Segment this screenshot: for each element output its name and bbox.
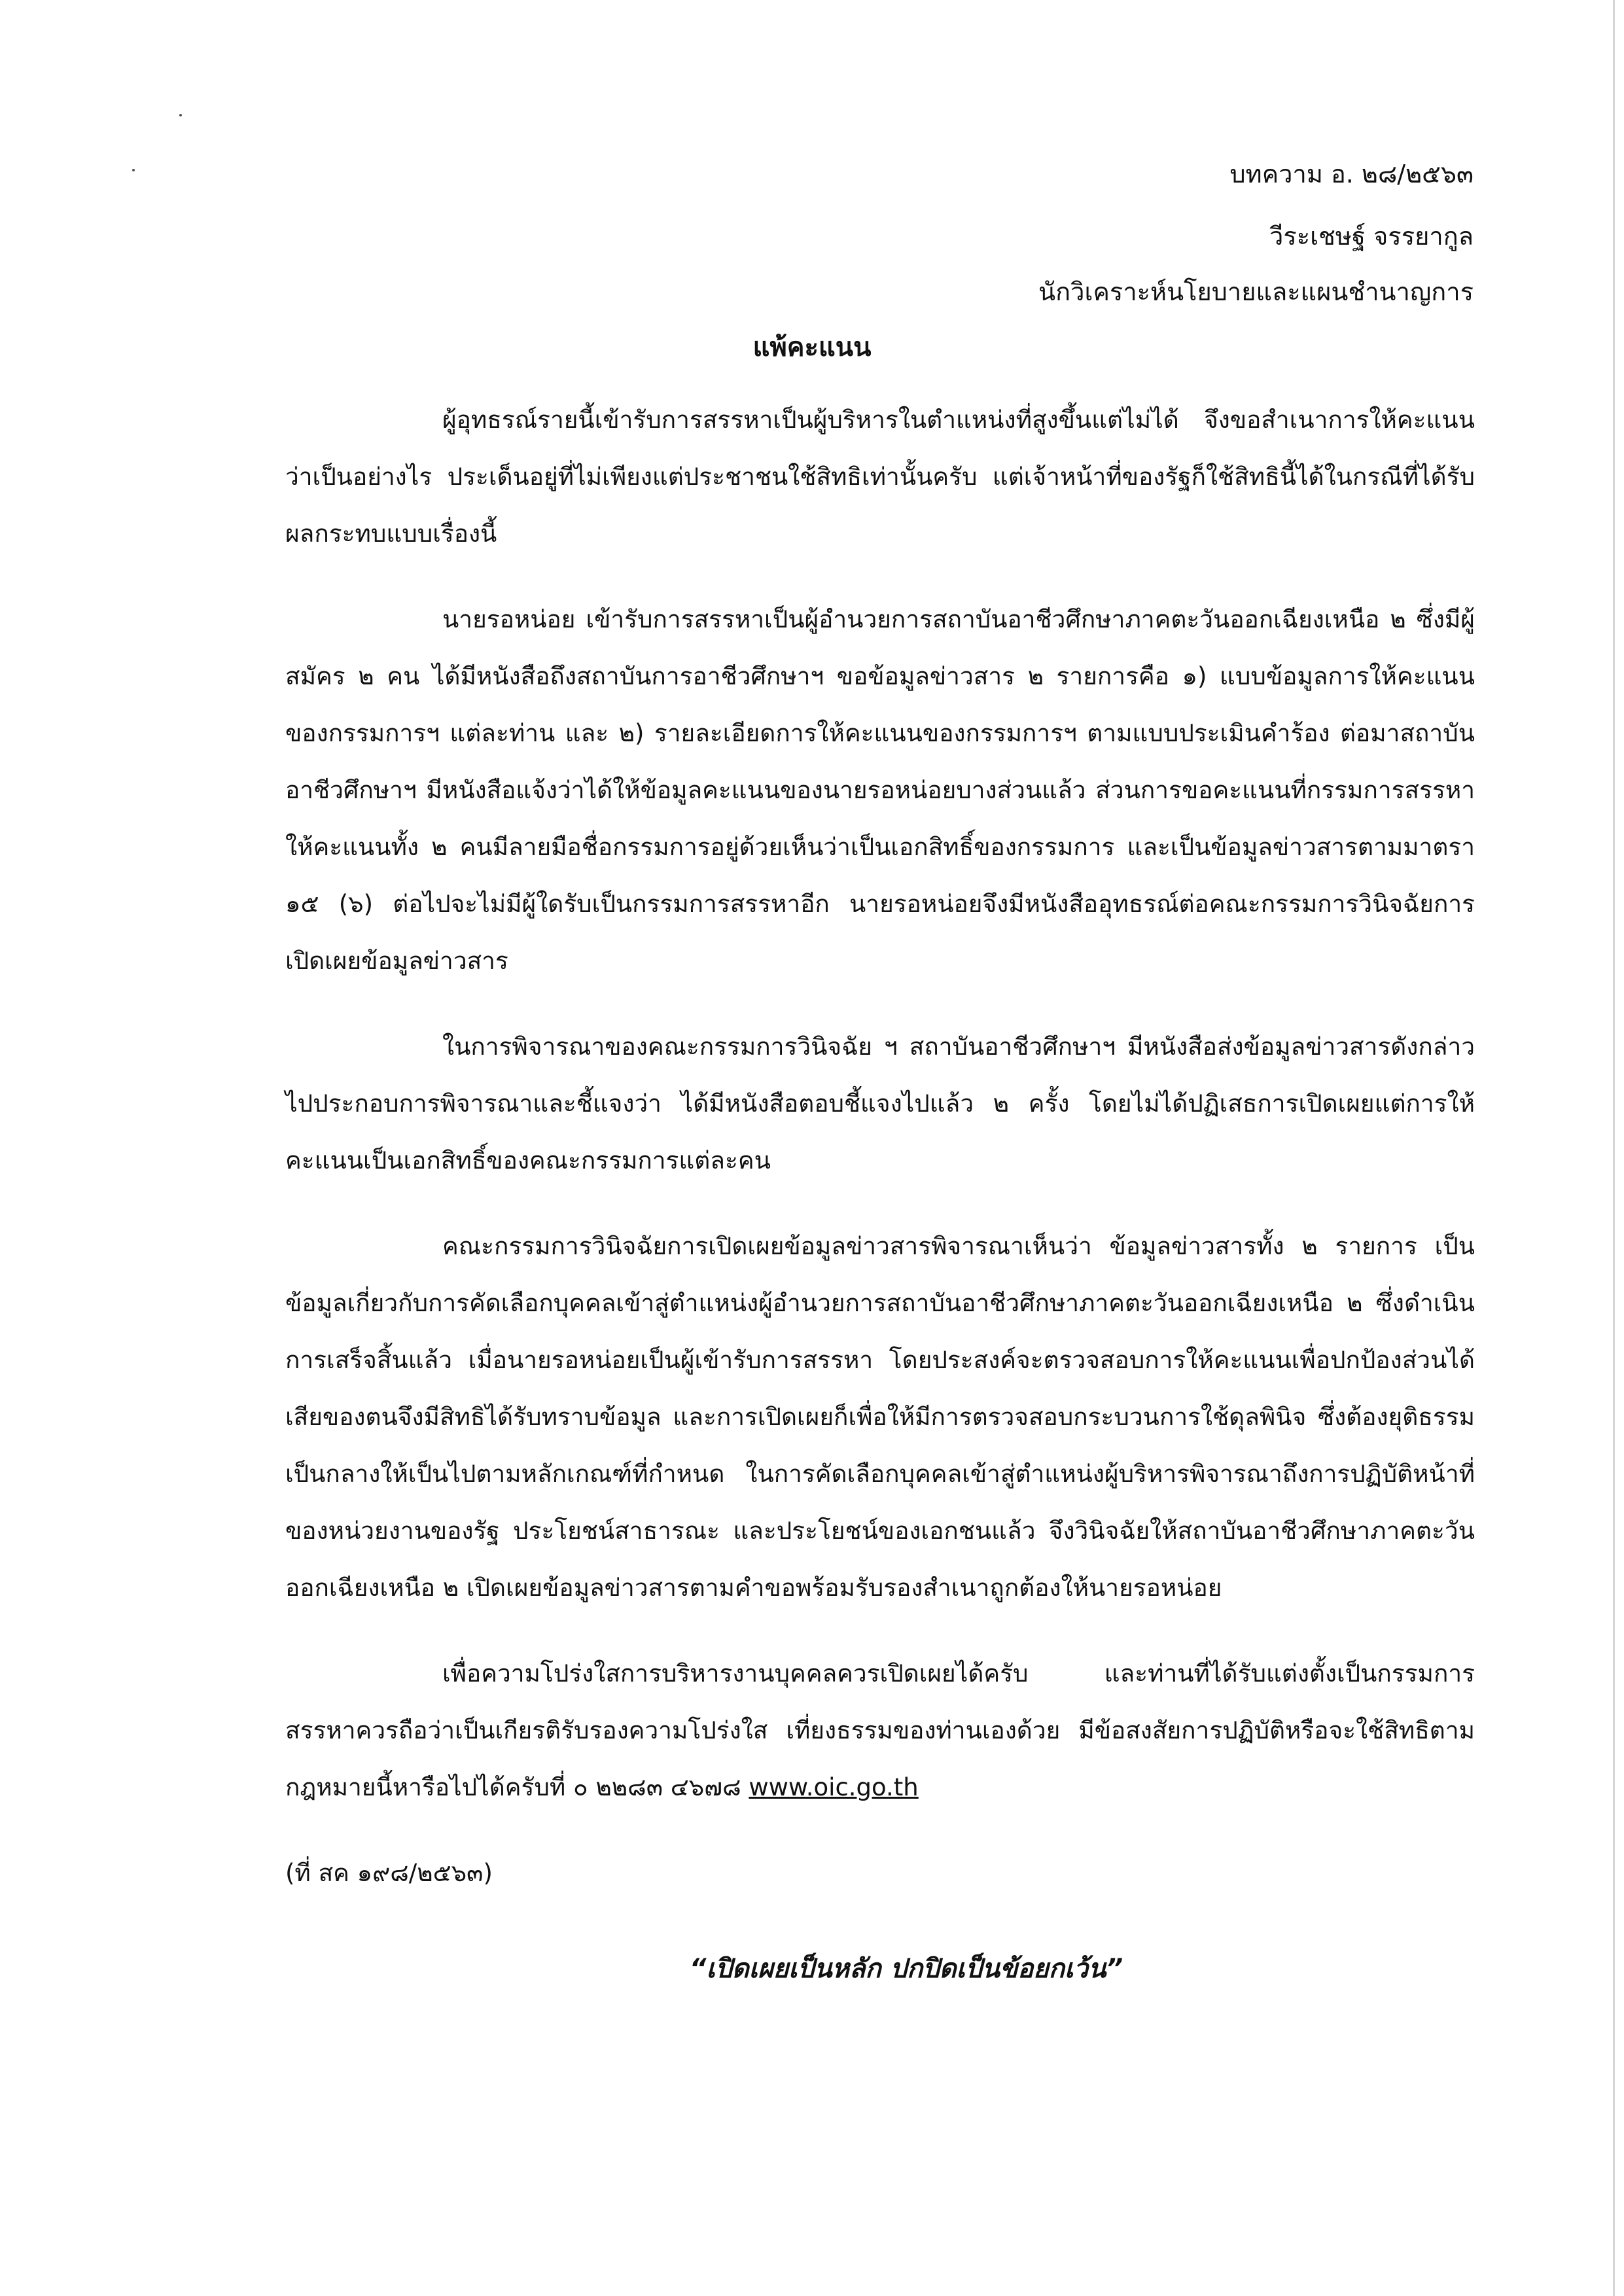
article-title: แพ้คะแนน — [752, 332, 872, 362]
scan-speck — [132, 169, 135, 171]
article-body — [285, 391, 1475, 1998]
paragraph-closing — [285, 1645, 1475, 1816]
scan-speck — [179, 114, 182, 116]
article-number: บทความ อ. ๒๘/๒๕๖๓ — [1229, 160, 1474, 188]
website-link[interactable]: www.oic.go.th — [749, 1773, 919, 1801]
contact-phone: ๐ ๒๒๘๓ ๔๖๗๘ — [573, 1773, 741, 1801]
author-name: วีระเชษฐ์ จรรยากูล — [1269, 222, 1474, 251]
reference-number: (ที่ สค ๑๙๘/๒๕๖๓) — [285, 1859, 493, 1887]
closing-text: เพื่อความโปร่งใสการบริหารงานบุคคลควรเปิดเผยได้ครับ และท่านที่ได้รับแต่งตั้งเป็นกรรมการสรรหาควรถือว่าเป็นเกียรติรับรองความโปร่งใส เที่ยงธรรมของท่านเองด้วย มีข้อสงสัยการปฏิบัติหรือจะใช้สิทธิตามกฎหมายนี้หารือไปได้ครับที่ — [285, 1659, 1475, 1801]
paragraph-intro: ผู้อุทธรณ์รายนี้เข้ารับการสรรหาเป็นผู้บริหารในตำแหน่งที่สูงขึ้นแต่ไม่ได้ จึงขอสำเนาการให้คะแนนว่าเป็นอย่างไร ประเด็นอยู่ที่ไม่เพียงแต่ประชาชนใช้สิทธิเท่านั้นครับ แต่เจ้าหน้าที่ของรัฐก็ใช้สิทธินี้ได้ในกรณีที่ได้รับผลกระทบแบบเรื่องนี้ — [285, 406, 1475, 548]
slogan: “เปิดเผยเป็นหลัก ปกปิดเป็นข้อยกเว้น” — [689, 1954, 1123, 1984]
paragraph-decision: คณะกรรมการวินิจฉัยการเปิดเผยข้อมูลข่าวสารพิจารณาเห็นว่า ข้อมูลข่าวสารทั้ง ๒ รายการ เป็นข้อมูลเกี่ยวกับการคัดเลือกบุคคลเข้าสู่ตำแหน่งผู้อำนวยการสถาบันอาชีวศึกษาภาคตะวันออกเฉียงเหนือ ๒ ซึ่งดำเนินการเสร็จสิ้นแล้ว เมื่อนายรอหน่อยเป็นผู้เข้ารับการสรรหา โดยประสงค์จะตรวจสอบการให้คะแนนเพื่อปกป้องส่วนได้เสียของตนจึงมีสิทธิได้รับทราบข้อมูล และการเปิดเผยก็เพื่อให้มีการตรวจสอบกระบวนการใช้ดุลพินิจ ซึ่งต้องยุติธรรมเป็นกลางให้เป็นไปตามหลักเกณฑ์ที่กำหนด ในการคัดเลือกบุคคลเข้าสู่ตำแหน่งผู้บริหารพิจารณาถึงการปฏิบัติหน้าที่ของหน่วยงานของรัฐ ประโยชน์สาธารณะ และประโยชน์ของเอกชนแล้ว จึงวินิจฉัยให้สถาบันอาชีวศึกษาภาคตะวันออกเฉียงเหนือ ๒ เปิดเผยข้อมูลข่าวสารตามคำขอพร้อมรับรองสำเนาถูกต้องให้นายรอหน่อย — [285, 1232, 1475, 1602]
paragraph-agency-response: ในการพิจารณาของคณะกรรมการวินิจฉัย ฯ สถาบันอาชีวศึกษาฯ มีหนังสือส่งข้อมูลข่าวสารดังกล่าวไปประกอบการพิจารณาและชี้แจงว่า ได้มีหนังสือตอบชี้แจงไปแล้ว ๒ ครั้ง โดยไม่ได้ปฏิเสธการเปิดเผยแต่การให้คะแนนเป็นเอกสิทธิ์ของคณะกรรมการแต่ละคน — [285, 1033, 1475, 1174]
author-position: นักวิเคราะห์นโยบายและแผนชำนาญการ — [1038, 277, 1474, 306]
paragraph-case: นายรอหน่อย เข้ารับการสรรหาเป็นผู้อำนวยการสถาบันอาชีวศึกษาภาคตะวันออกเฉียงเหนือ ๒ ซึ่งมีผู้สมัคร ๒ คน ได้มีหนังสือถึงสถาบันการอาชีวศึกษาฯ ขอข้อมูลข่าวสาร ๒ รายการคือ ๑) แบบข้อมูลการให้คะแนนของกรรมการฯ แต่ละท่าน และ ๒) รายละเอียดการให้คะแนนของกรรมการฯ ตามแบบประเมินคำร้อง ต่อมาสถาบันอาชีวศึกษาฯ มีหนังสือแจ้งว่าได้ให้ข้อมูลคะแนนของนายรอหน่อยบางส่วนแล้ว ส่วนการขอคะแนนที่กรรมการสรรหาให้คะแนนทั้ง ๒ คนมีลายมือชื่อกรรมการอยู่ด้วยเห็นว่าเป็นเอกสิทธิ์ของกรรมการ และเป็นข้อมูลข่าวสารตามมาตรา ๑๕ (๖) ต่อไปจะไม่มีผู้ใดรับเป็นกรรมการสรรหาอีก นายรอหน่อยจึงมีหนังสืออุทธรณ์ต่อคณะกรรมการวินิจฉัยการเปิดเผยข้อมูลข่าวสาร — [285, 605, 1475, 975]
